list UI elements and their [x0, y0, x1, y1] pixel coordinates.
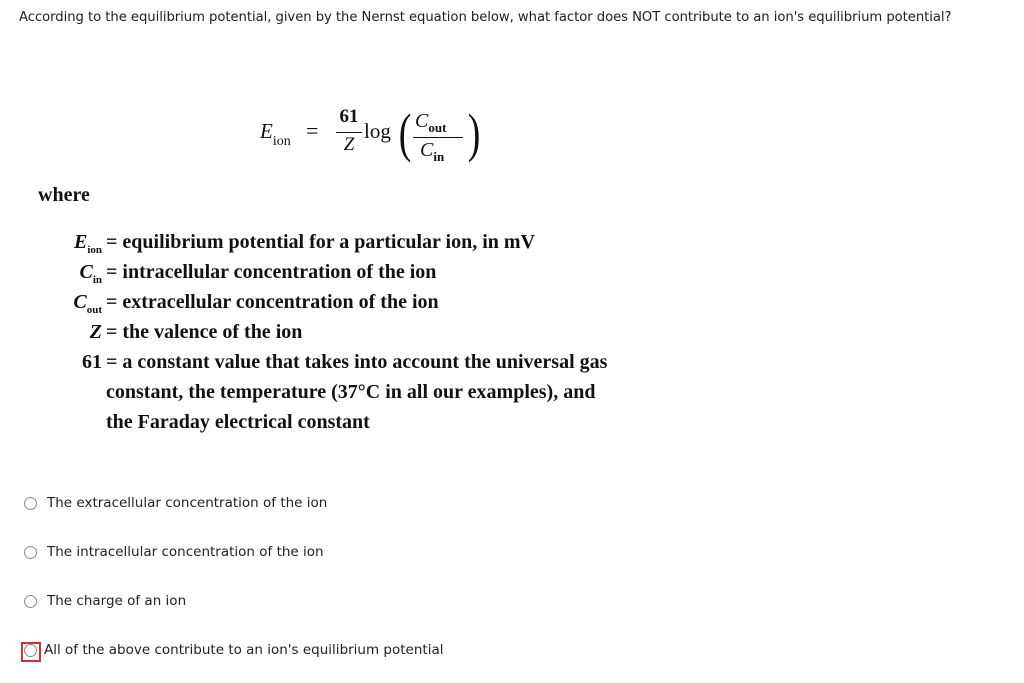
selected-radio-wrapper[interactable]: [24, 644, 47, 657]
equation-c-in-subscript: in: [433, 149, 445, 164]
equation-right-paren: ): [467, 103, 481, 163]
definition-row: [36, 257, 595, 287]
equation-lhs: [260, 119, 291, 148]
selection-highlight: [21, 642, 41, 662]
where-label: where: [38, 184, 90, 206]
equation-e-symbol: E: [260, 119, 273, 143]
equation-c-out-subscript: out: [428, 120, 447, 135]
definition-row: [36, 317, 595, 347]
definition-symbol-letter: 61: [82, 351, 102, 373]
equation-e-subscript: ion: [272, 134, 291, 150]
definition-symbol-subscript: in: [92, 274, 102, 286]
option-label: The extracellular concentration of the ion: [47, 495, 328, 511]
equation-c-out-symbol: C: [415, 110, 429, 132]
definition-symbol-subscript: out: [86, 304, 102, 316]
radio-button[interactable]: [24, 497, 37, 510]
equation-numerator: 61: [339, 106, 359, 127]
nernst-equation: [260, 104, 500, 170]
option-intracellular[interactable]: [24, 544, 324, 560]
definition-symbol-letter: C: [79, 261, 93, 283]
definition-symbol-letter: E: [73, 231, 88, 253]
definition-text: = intracellular concentration of the ion: [106, 261, 437, 283]
definition-text: = the valence of the ion: [106, 321, 303, 343]
question-text: According to the equilibrium potential, given by the Nernst equation below, what factor does NOT contribute to an ion's equilibrium potential?: [19, 10, 952, 25]
option-label: All of the above contribute to an ion's equilibrium potential: [44, 642, 444, 658]
equation-c-out: [415, 110, 446, 136]
definition-text: = equilibrium potential for a particular ion, in mV: [106, 231, 536, 253]
definition-row: [36, 227, 595, 257]
definition-symbol: [36, 317, 102, 347]
definition-row: [36, 347, 608, 377]
definition-text: = a constant value that takes into account the universal gas: [106, 351, 608, 373]
equation-log: log: [364, 119, 391, 143]
radio-button[interactable]: [24, 595, 37, 608]
definition-symbol-letter: Z: [89, 321, 102, 343]
definition-symbol-letter: C: [73, 291, 87, 313]
definition-row: [36, 287, 595, 317]
radio-button[interactable]: [24, 546, 37, 559]
equation-left-paren: (: [398, 103, 412, 163]
option-extracellular[interactable]: [24, 495, 327, 511]
equation-c-in-symbol: C: [420, 139, 434, 161]
equation-denominator: Z: [343, 134, 355, 155]
definition-symbol: [36, 347, 102, 377]
definition-continuation: constant, the temperature (37°C in all our examples), and: [106, 381, 596, 403]
option-label: The intracellular concentration of the ion: [47, 544, 324, 560]
equation-equals: =: [306, 118, 319, 143]
definition-continuation: the Faraday electrical constant: [106, 411, 370, 433]
definition-symbol-subscript: ion: [87, 244, 102, 256]
option-charge[interactable]: [24, 593, 186, 609]
definition-text: = extracellular concentration of the ion: [106, 291, 439, 313]
equation-c-in: [420, 139, 444, 165]
option-label: The charge of an ion: [47, 593, 187, 609]
definitions-list: [36, 227, 608, 437]
option-all-of-above[interactable]: [24, 642, 443, 658]
